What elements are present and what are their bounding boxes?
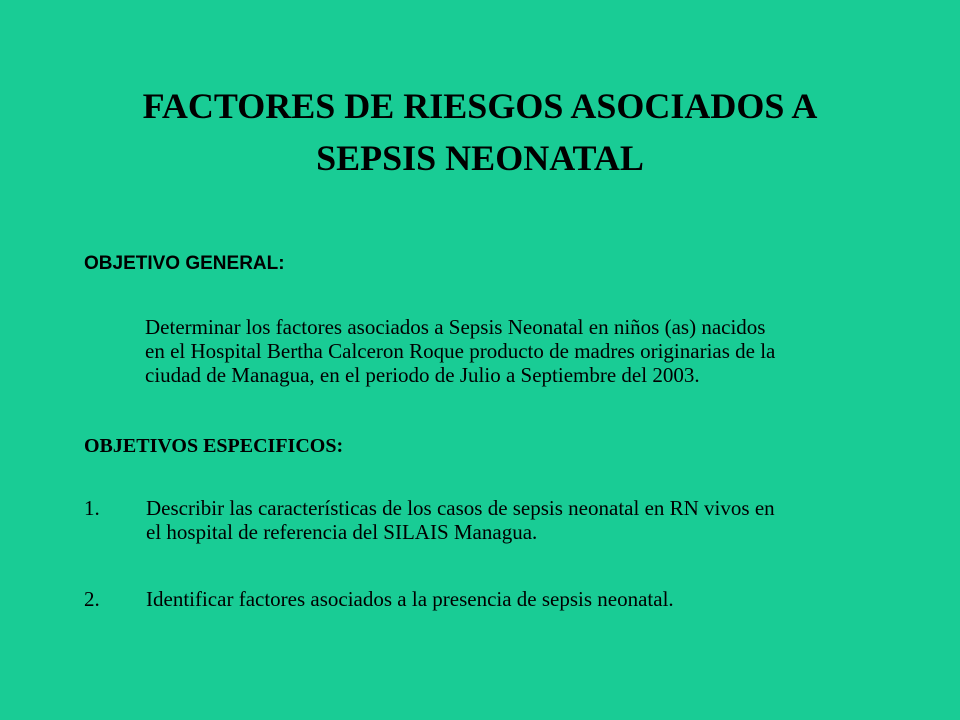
objetivos-especificos-heading: OBJETIVOS ESPECIFICOS: — [84, 435, 344, 457]
objetivo-general-line: Determinar los factores asociados a Sepsis Neonatal en niños (as) nacidos — [145, 315, 766, 339]
title-line-2: SEPSIS NEONATAL — [316, 138, 644, 178]
list-item-text — [146, 587, 884, 611]
list-item-line: el hospital de referencia del SILAIS Managua. — [146, 520, 538, 544]
list-item-number: 2. — [84, 587, 100, 611]
list-item-number: 1. — [84, 496, 100, 520]
objetivo-general-line: ciudad de Managua, en el periodo de Julio a Septiembre del 2003. — [145, 363, 700, 387]
list-item-text — [146, 496, 884, 544]
objetivo-general-line: en el Hospital Bertha Calceron Roque producto de madres originarias de la — [145, 339, 776, 363]
objetivo-general-heading: OBJETIVO GENERAL: — [84, 253, 285, 274]
list-item-line: Identificar factores asociados a la presencia de sepsis neonatal. — [146, 587, 674, 611]
title-line-1: FACTORES DE RIESGOS ASOCIADOS A — [142, 86, 818, 126]
objetivo-general-text — [145, 315, 882, 387]
slide-title — [60, 80, 900, 184]
list-item-line: Describir las características de los casos de sepsis neonatal en RN vivos en — [146, 496, 775, 520]
